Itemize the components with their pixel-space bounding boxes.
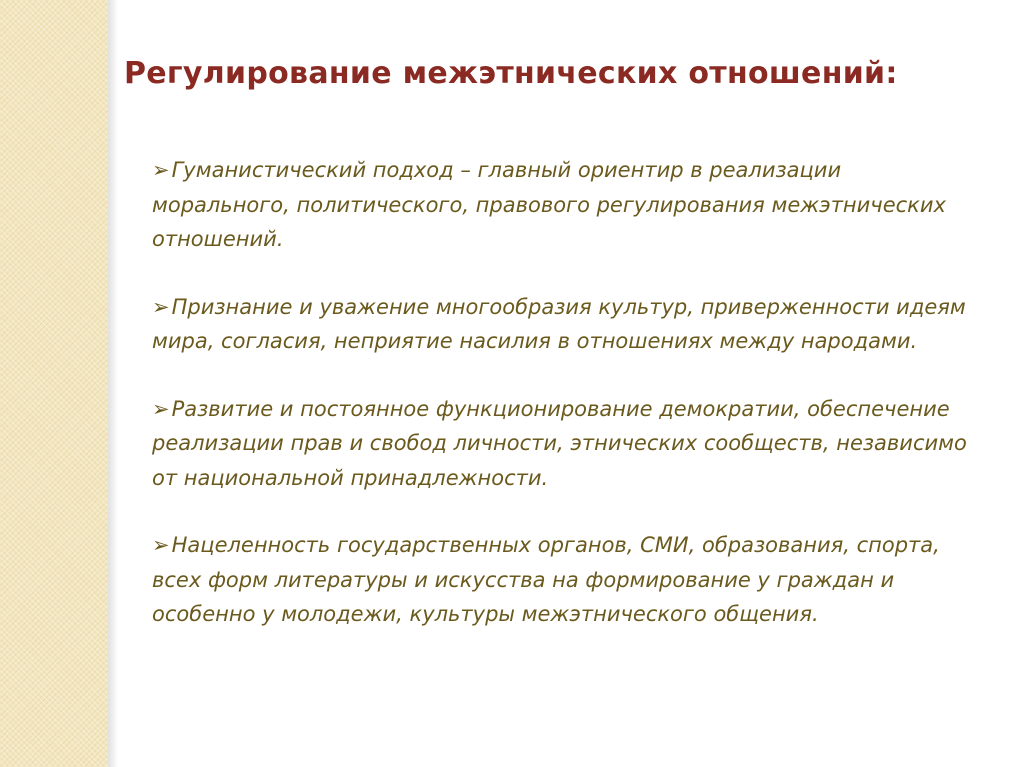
bullet-item-democracy: [152, 392, 982, 496]
decorative-side-strip: [0, 0, 108, 767]
bullet-text: Гуманистический подход – главный ориентир в реализации морального, политического, правового регулирования межэтнических отношений.: [152, 158, 946, 251]
bullet-item-humanistic: [152, 153, 982, 257]
arrow-bullet-icon: ➢: [152, 294, 170, 319]
bullet-text: Признание и уважение многообразия культур, приверженности идеям мира, согласия, неприятие насилия в отношениях между народами.: [152, 294, 966, 353]
bullet-item-orientation: [152, 528, 982, 632]
bullet-list: [152, 153, 982, 665]
arrow-bullet-icon: ➢: [152, 396, 170, 421]
arrow-bullet-icon: ➢: [152, 533, 170, 557]
bullet-item-diversity: [152, 290, 982, 359]
bullet-text: Нацеленность государственных органов, СМИ, образования, спорта, всех форм литературы и искусства на формирование у граждан и особенно у молодежи, культуры межэтнического общения.: [152, 533, 940, 626]
arrow-bullet-icon: ➢: [152, 158, 170, 182]
side-strip-shadow: [108, 0, 118, 767]
slide-title: Регулирование межэтнических отношений:: [124, 56, 898, 91]
bullet-text: Развитие и постоянное функционирование демократии, обеспечение реализации прав и свобод личности, этнических сообществ, независимо от национальной принадлежности.: [152, 396, 967, 490]
